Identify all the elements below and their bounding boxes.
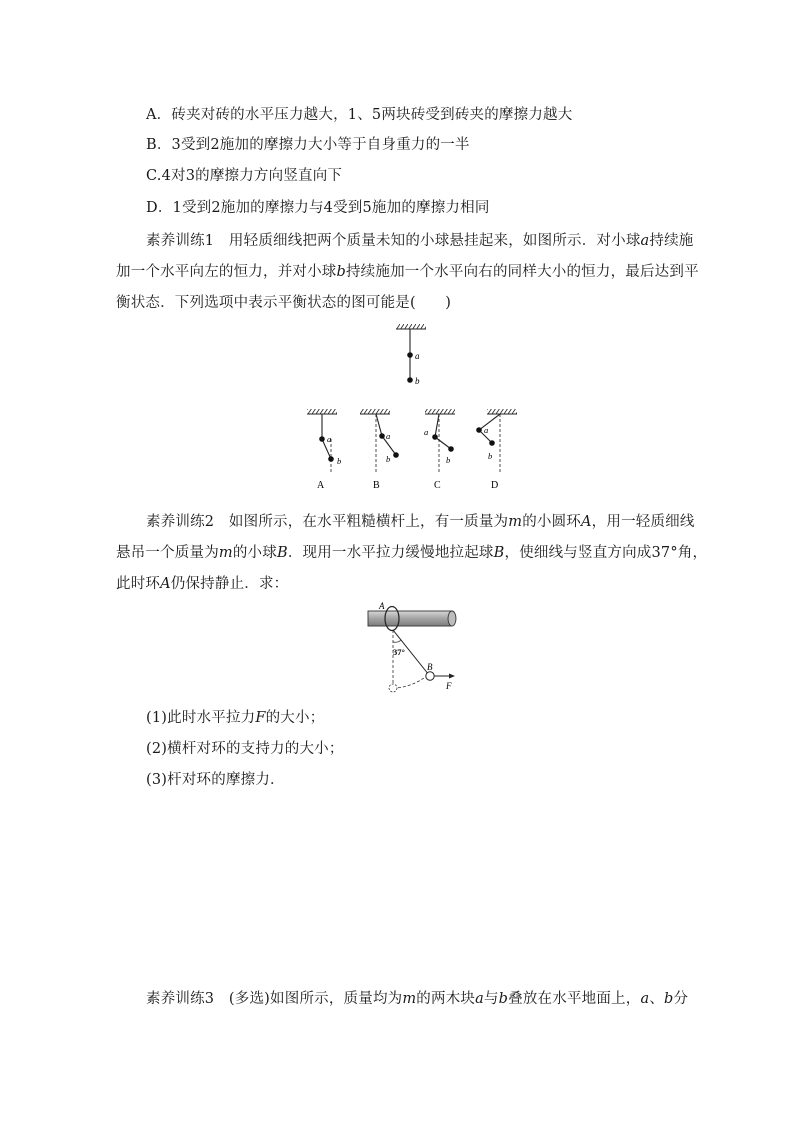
optB-a-label: a (386, 431, 391, 441)
var-b: b (498, 991, 509, 1007)
var-b: b (336, 264, 346, 280)
text: ，使细线与竖直方向成37°角， (504, 545, 708, 561)
ball-b (407, 377, 413, 383)
text: 仍保持静止．求： (170, 576, 289, 592)
question-3: (3)杆对环的摩擦力． (146, 772, 285, 788)
optB-b-label: b (386, 454, 391, 464)
var-m: m (402, 991, 417, 1007)
var-B: B (493, 545, 505, 561)
training3-line1 (146, 987, 688, 1008)
text: 素养训练2 如图所示，在水平粗糙横杆上，有一质量为 (146, 514, 509, 530)
ball-b (426, 672, 434, 680)
option-b: B．3受到2施加的摩擦力大小等于自身重力的一半 (146, 137, 470, 153)
text: 的小球 (232, 545, 277, 561)
optA-a-label: a (327, 434, 332, 444)
text: 持续施加一个水平向右的同样大小的恒力，最后达到平 (345, 264, 699, 280)
text: 持续施 (649, 233, 694, 249)
text: 悬吊一个质量为 (116, 545, 219, 561)
training2-line2 (116, 541, 707, 562)
text: ．现用一水平拉力缓慢地拉起球 (287, 545, 494, 561)
var-a: a (640, 991, 650, 1007)
text: 的大小； (265, 710, 325, 726)
var-F: F (255, 710, 266, 726)
var-a: a (475, 991, 484, 1007)
option-c: C.4对3的摩擦力方向竖直向下 (146, 168, 343, 184)
var-m: m (508, 514, 523, 530)
force-label-f: F (446, 681, 452, 691)
var-m: m (218, 545, 233, 561)
angle-label: 37° (393, 647, 405, 657)
ring-label-a: A (379, 601, 385, 611)
text: (1)此时水平拉力 (146, 710, 256, 726)
ball-a-label: a (415, 351, 420, 361)
training2-line3 (116, 572, 288, 593)
text: 、 (649, 991, 665, 1007)
text: 与 (483, 991, 499, 1007)
training1-line1 (146, 229, 694, 250)
text: 加一个水平向左的恒力，并对小球 (116, 264, 337, 280)
optA-b-label: b (337, 456, 342, 466)
var-B: B (276, 545, 288, 561)
text: 此时环 (116, 576, 161, 592)
optD-b-label: b (488, 451, 493, 461)
text: 素养训练1 用轻质细线把两个质量未知的小球悬挂起来，如图所示．对小球 (146, 233, 641, 249)
var-A: A (581, 514, 592, 530)
text: 素养训练3 (多选)如图所示，质量均为 (146, 991, 403, 1007)
training2-line1 (146, 510, 695, 531)
option-label-a: A (317, 480, 325, 491)
text: 叠放在水平地面上， (508, 991, 641, 1007)
training1-line3: 衡状态．下列选项中表示平衡状态的图可能是( ) (116, 295, 452, 311)
text: 分 (673, 991, 689, 1007)
figure-rod-ring-ball (360, 598, 470, 698)
option-label-b: B (373, 480, 380, 491)
optD-a-label: a (484, 425, 489, 435)
optC-b-label: b (446, 455, 451, 465)
ball-label-b: B (427, 662, 433, 672)
option-label-d: D (491, 480, 499, 491)
option-d: D．1受到2施加的摩擦力与4受到5施加的摩擦力相同 (146, 200, 490, 216)
var-A: A (160, 576, 171, 592)
var-a: a (640, 233, 650, 249)
ball-a (407, 352, 413, 358)
text: ，用一轻质细线 (591, 514, 695, 530)
text: 的小圆环 (522, 514, 581, 530)
question-1 (146, 706, 324, 727)
ball-b-label: b (415, 376, 420, 386)
option-a: A．砖夹对砖的水平压力越大，1、5两块砖受到砖夹的摩擦力越大 (146, 107, 573, 123)
var-b: b (664, 991, 674, 1007)
optC-a-label: a (424, 427, 429, 437)
question-2: (2)横杆对环的支持力的大小； (146, 741, 344, 757)
text: 的两木块 (416, 991, 476, 1007)
training1-line2 (116, 260, 699, 281)
figure-hanging-balls (300, 320, 520, 495)
option-label-c: C (434, 480, 441, 491)
